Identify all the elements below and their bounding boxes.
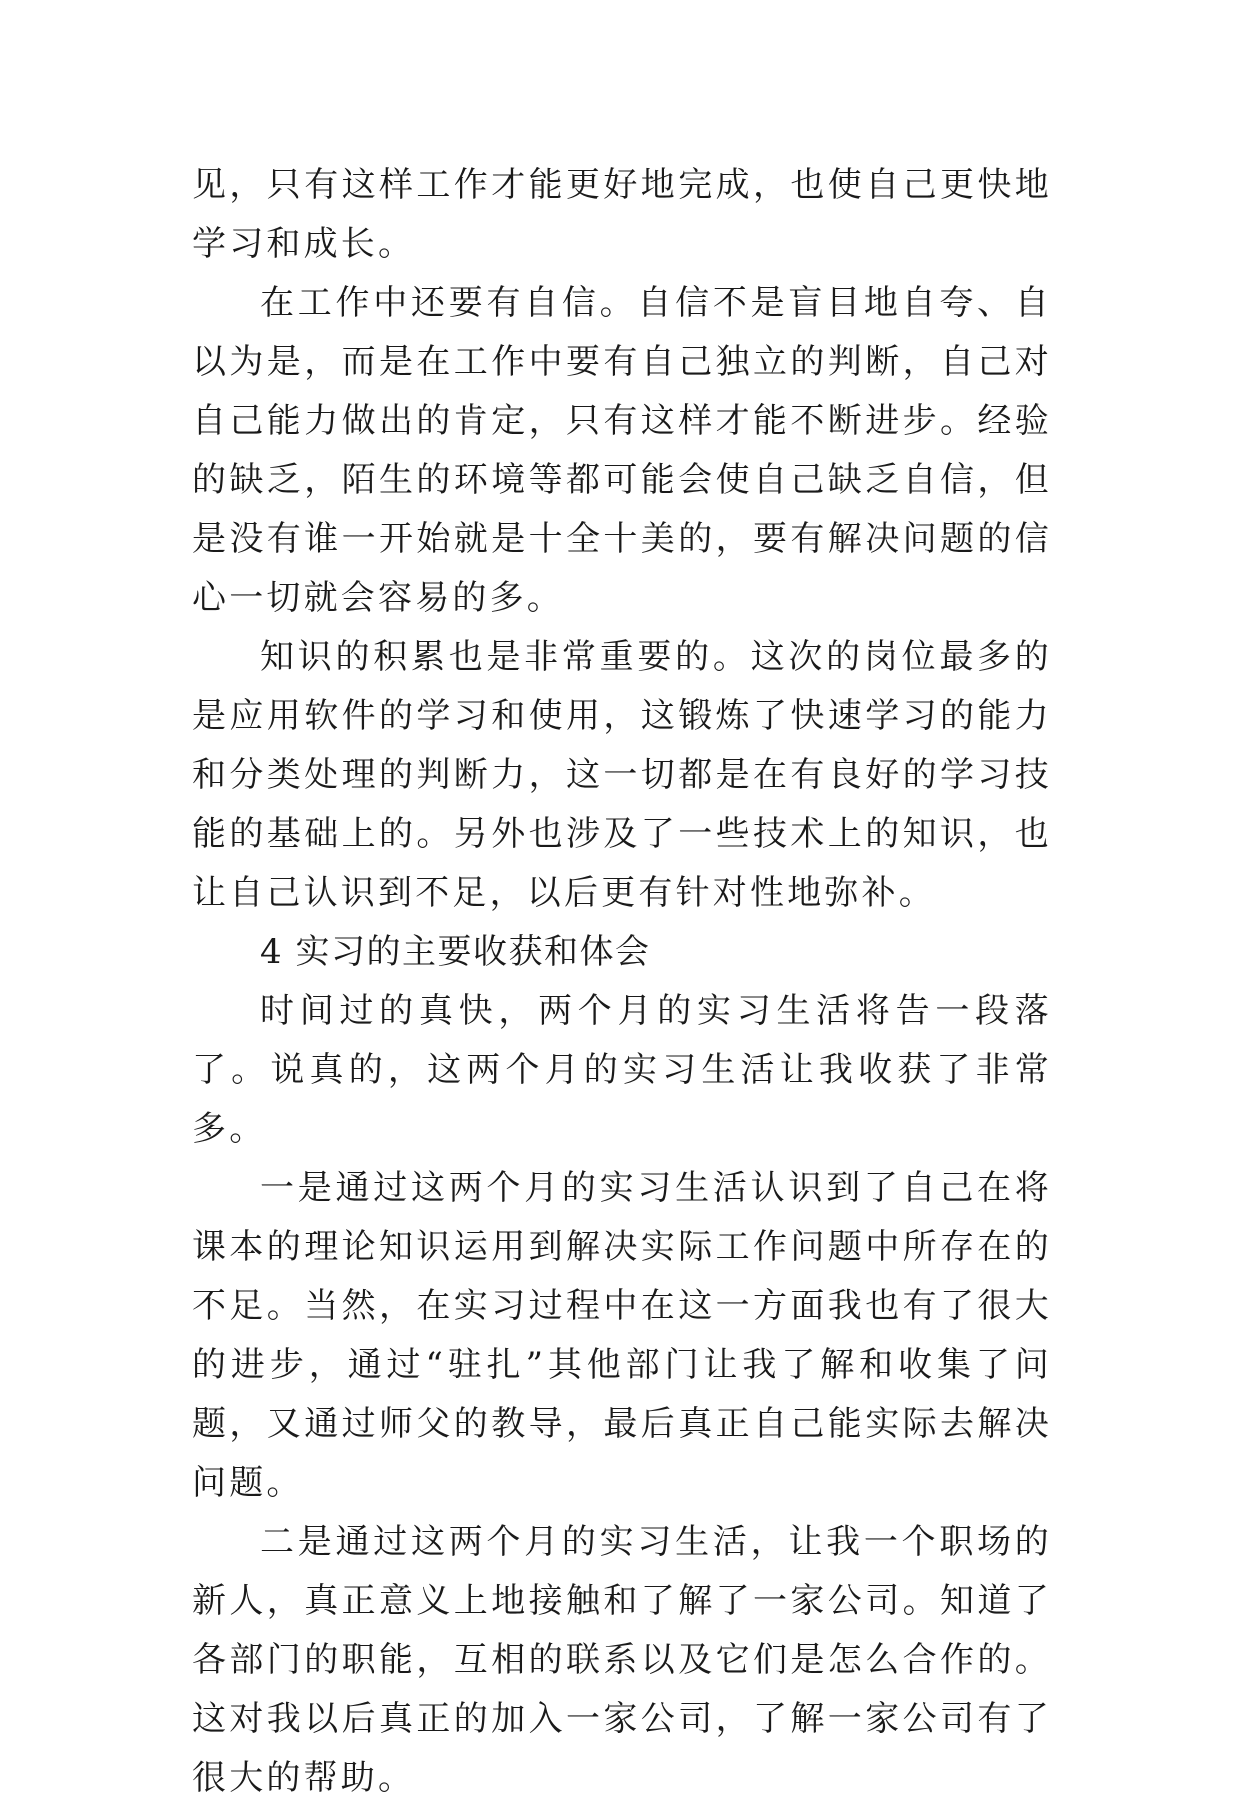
section-heading-4: 4 实习的主要收获和体会 [260, 932, 651, 972]
paragraph-first-gain: 一是通过这两个月的实习生活认识到了自己在将课本的理论知识运用到解决实际工作问题中所存在的不足。当然，在实习过程中在这一方面我也有了很大的进步，通过“驻扎”其他部门让我了解和收集了问题，又通过师父的教导，最后真正自己能实际去解决问题。 [192, 1168, 1052, 1503]
document-body [192, 156, 1052, 1808]
paragraph-continuation: 见，只有这样工作才能更好地完成，也使自己更快地学习和成长。 [192, 165, 1052, 264]
paragraph-second-gain: 二是通过这两个月的实习生活，让我一个职场的新人，真正意义上地接触和了解了一家公司。知道了各部门的职能，互相的联系以及它们是怎么合作的。这对我以后真正的加入一家公司，了解一家公司有了很大的帮助。 [192, 1522, 1052, 1798]
paragraph-time: 时间过的真快，两个月的实习生活将告一段落了。说真的，这两个月的实习生活让我收获了非常多。 [192, 991, 1052, 1149]
paragraph-confidence: 在工作中还要有自信。自信不是盲目地自夸、自以为是，而是在工作中要有自己独立的判断，自己对自己能力做出的肯定，只有这样才能不断进步。经验的缺乏，陌生的环境等都可能会使自己缺乏自信，但是没有谁一开始就是十全十美的，要有解决问题的信心一切就会容易的多。 [192, 283, 1052, 618]
paragraph-knowledge: 知识的积累也是非常重要的。这次的岗位最多的是应用软件的学习和使用，这锻炼了快速学习的能力和分类处理的判断力，这一切都是在有良好的学习技能的基础上的。另外也涉及了一些技术上的知识，也让自己认识到不足，以后更有针对性地弥补。 [192, 637, 1052, 913]
